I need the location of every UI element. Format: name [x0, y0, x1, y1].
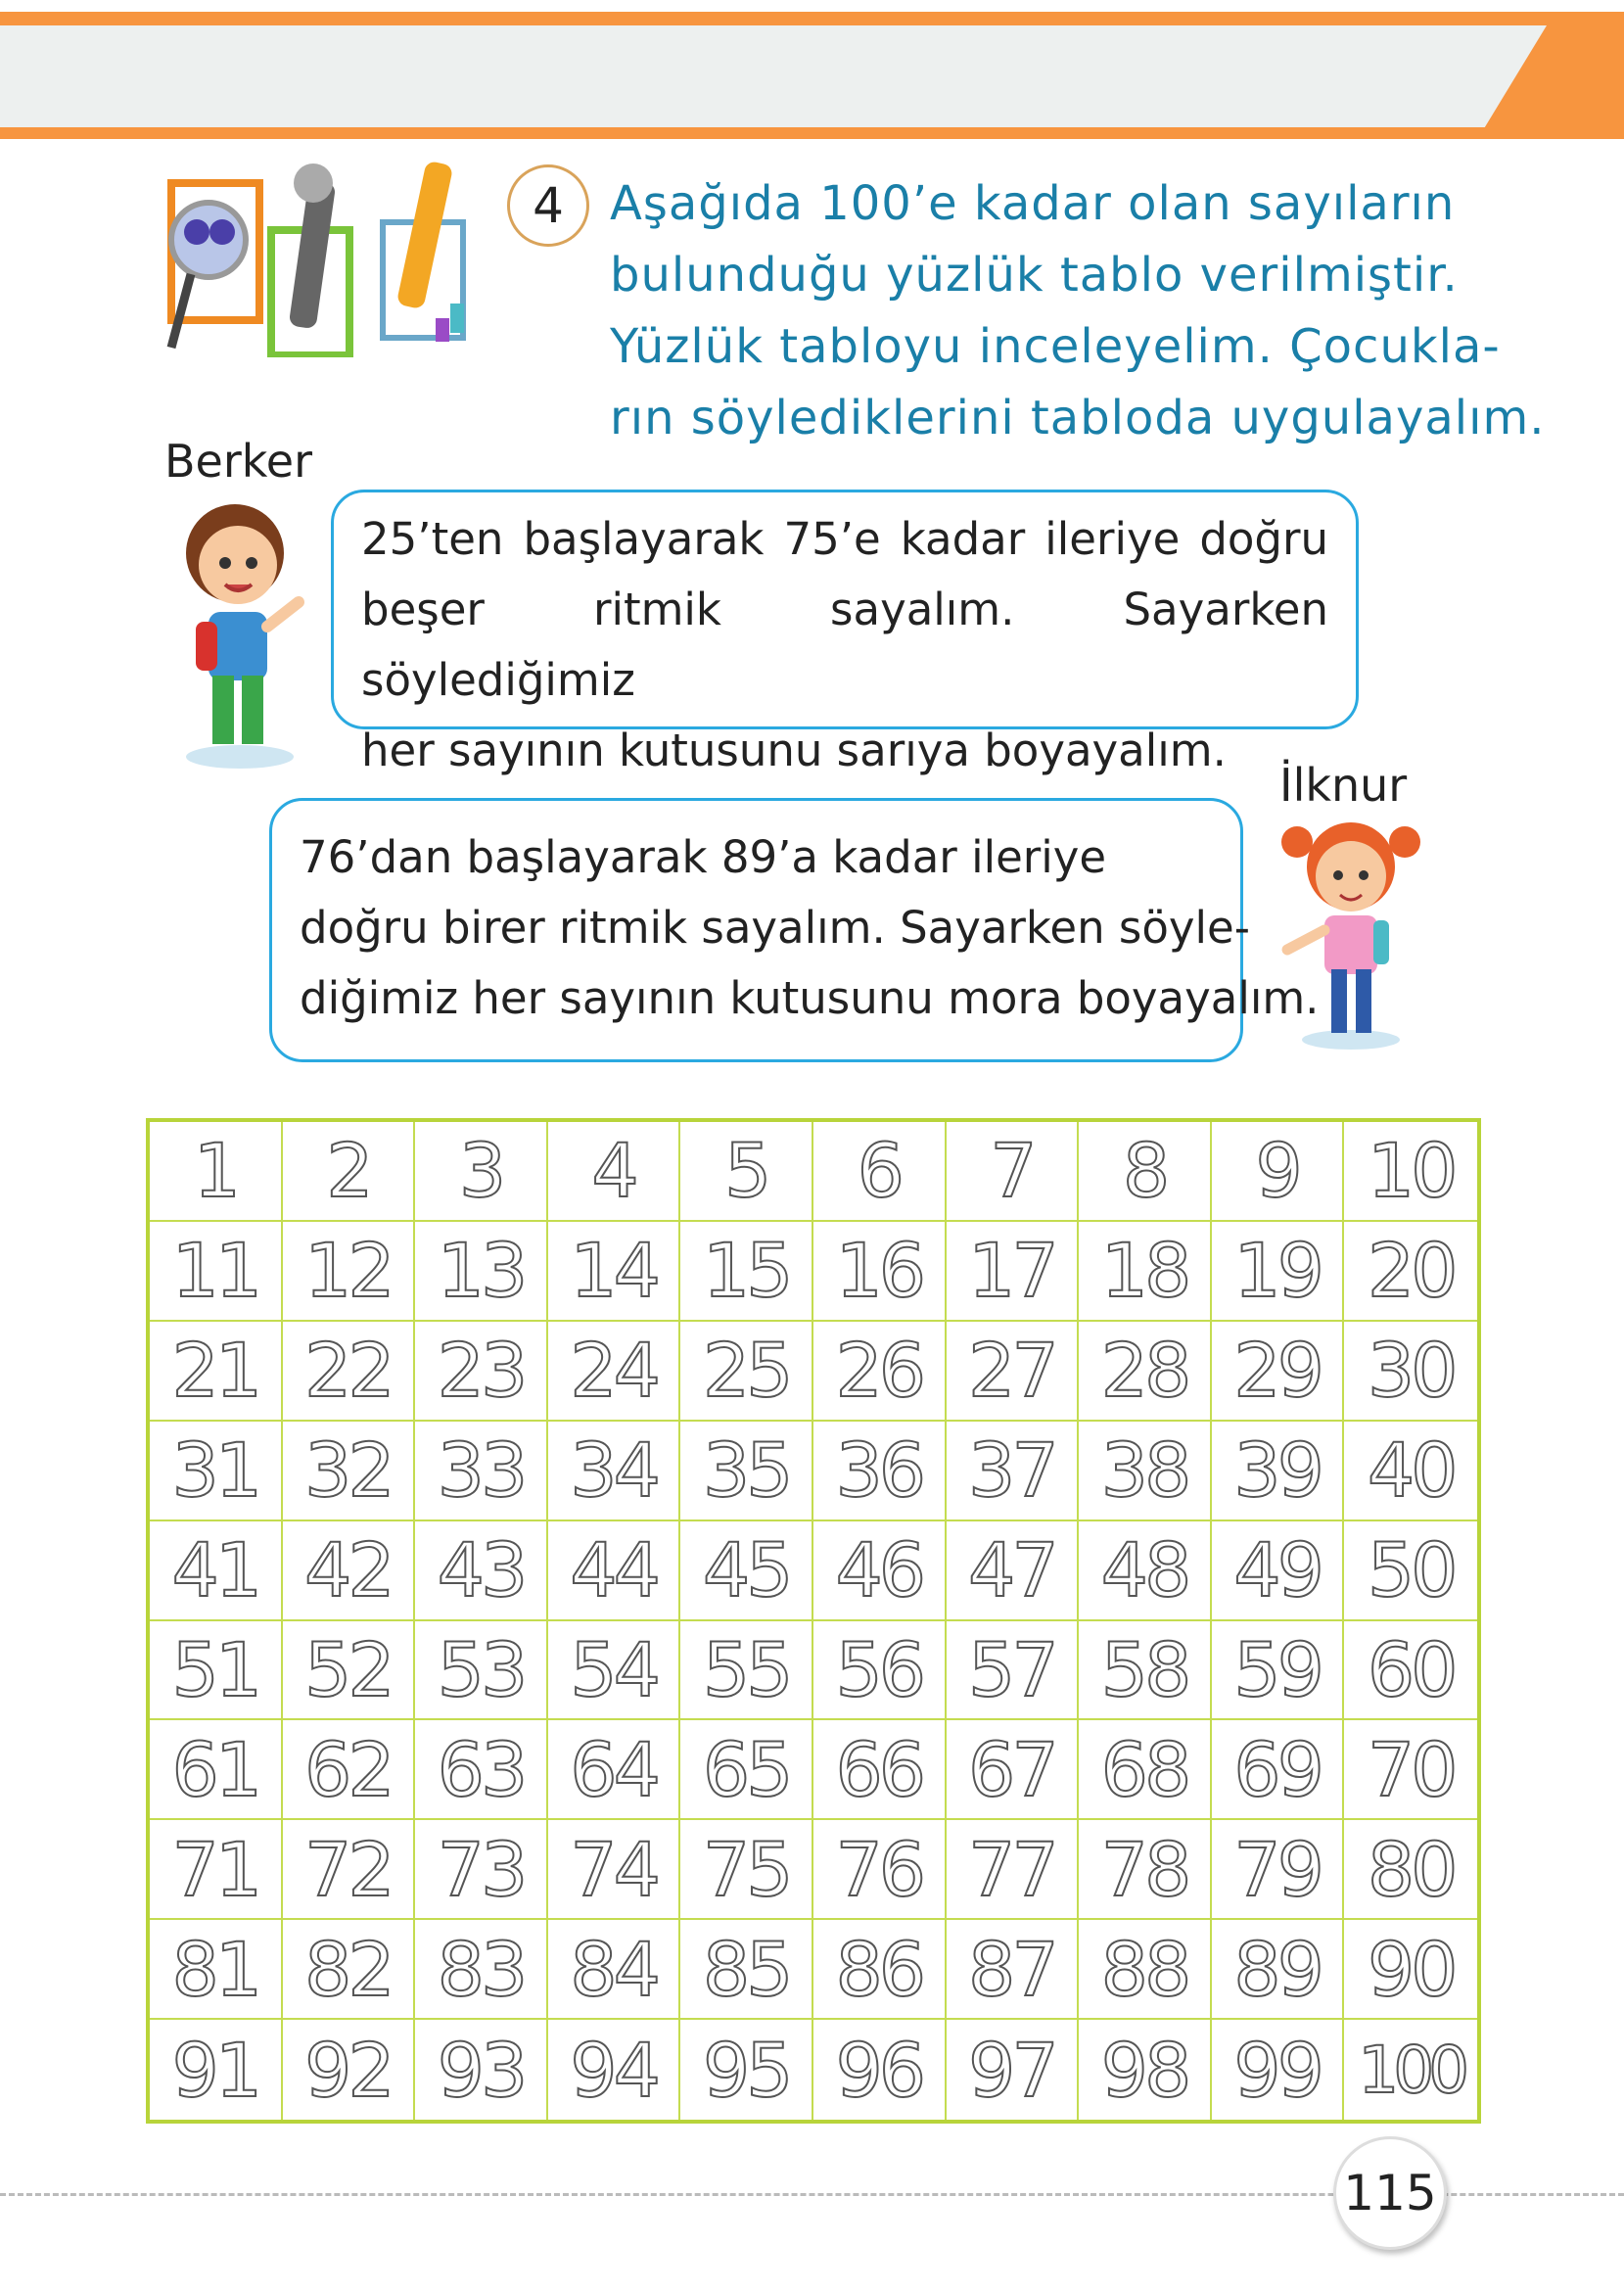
number-cell[interactable]: 79	[1212, 1820, 1345, 1920]
number-cell[interactable]: 35	[680, 1422, 813, 1521]
number-cell[interactable]: 47	[947, 1521, 1080, 1621]
number-cell[interactable]: 16	[813, 1222, 947, 1322]
number-cell[interactable]: 70	[1344, 1720, 1477, 1820]
number-cell[interactable]: 14	[548, 1222, 681, 1322]
number-cell[interactable]: 81	[150, 1920, 283, 2020]
number-cell[interactable]: 39	[1212, 1422, 1345, 1521]
number-cell[interactable]: 69	[1212, 1720, 1345, 1820]
question-number: 4	[507, 164, 589, 247]
number-cell[interactable]: 49	[1212, 1521, 1345, 1621]
berker-speech-bubble	[331, 490, 1359, 776]
number-cell[interactable]: 34	[548, 1422, 681, 1521]
number-cell[interactable]: 20	[1344, 1222, 1477, 1322]
number-cell[interactable]: 53	[415, 1621, 548, 1721]
number-cell[interactable]: 95	[680, 2020, 813, 2120]
number-cell[interactable]: 29	[1212, 1322, 1345, 1422]
number-cell[interactable]: 64	[548, 1720, 681, 1820]
number-cell[interactable]: 24	[548, 1322, 681, 1422]
ilknur-character-illustration	[1277, 813, 1424, 1052]
number-cell[interactable]: 18	[1079, 1222, 1212, 1322]
number-cell[interactable]: 38	[1079, 1422, 1212, 1521]
number-cell[interactable]: 78	[1079, 1820, 1212, 1920]
number-cell[interactable]: 68	[1079, 1720, 1212, 1820]
number-cell[interactable]: 25	[680, 1322, 813, 1422]
ilknur-name-label: İlknur	[1279, 759, 1408, 812]
bubble-line: beşer ritmik sayalım. Sayarken söylediğimiz	[361, 584, 1328, 706]
number-cell[interactable]: 3	[415, 1122, 548, 1222]
number-cell[interactable]: 89	[1212, 1920, 1345, 2020]
page-number: 115	[1333, 2136, 1447, 2250]
number-cell[interactable]: 96	[813, 2020, 947, 2120]
question-instructions	[610, 168, 1599, 454]
number-cell[interactable]: 75	[680, 1820, 813, 1920]
number-cell[interactable]: 17	[947, 1222, 1080, 1322]
number-cell[interactable]: 94	[548, 2020, 681, 2120]
number-cell[interactable]: 45	[680, 1521, 813, 1621]
bubble-line: 25’ten başlayarak 75’e kadar ileriye doğru	[361, 513, 1328, 565]
number-cell[interactable]: 23	[415, 1322, 548, 1422]
number-cell[interactable]: 54	[548, 1621, 681, 1721]
number-cell[interactable]: 27	[947, 1322, 1080, 1422]
instruction-line: Yüzlük tabloyu inceleyelim. Çocukla-	[610, 319, 1501, 374]
number-cell[interactable]: 90	[1344, 1920, 1477, 2020]
number-cell[interactable]: 74	[548, 1820, 681, 1920]
number-cell[interactable]: 82	[283, 1920, 416, 2020]
number-cell[interactable]: 80	[1344, 1820, 1477, 1920]
number-cell[interactable]: 21	[150, 1322, 283, 1422]
number-cell[interactable]: 66	[813, 1720, 947, 1820]
number-cell[interactable]: 37	[947, 1422, 1080, 1521]
number-cell[interactable]: 72	[283, 1820, 416, 1920]
bubble-line: her sayının kutusunu sarıya boyayalım.	[361, 725, 1227, 776]
number-cell[interactable]: 76	[813, 1820, 947, 1920]
number-cell[interactable]: 98	[1079, 2020, 1212, 2120]
number-cell[interactable]: 40	[1344, 1422, 1477, 1521]
number-cell[interactable]: 92	[283, 2020, 416, 2120]
number-cell[interactable]: 52	[283, 1621, 416, 1721]
number-cell[interactable]: 36	[813, 1422, 947, 1521]
number-cell[interactable]: 58	[1079, 1621, 1212, 1721]
number-cell[interactable]: 32	[283, 1422, 416, 1521]
instruction-line: rın söylediklerini tabloda uygulayalım.	[610, 391, 1546, 445]
ilknur-speech-bubble	[269, 798, 1320, 1062]
number-cell[interactable]: 28	[1079, 1322, 1212, 1422]
number-cell[interactable]: 30	[1344, 1322, 1477, 1422]
number-cell[interactable]: 31	[150, 1422, 283, 1521]
number-cell[interactable]: 61	[150, 1720, 283, 1820]
number-cell[interactable]: 12	[283, 1222, 416, 1322]
number-cell[interactable]: 59	[1212, 1621, 1345, 1721]
hundreds-chart	[146, 1118, 1481, 2124]
number-cell[interactable]: 71	[150, 1820, 283, 1920]
number-cell[interactable]: 57	[947, 1621, 1080, 1721]
number-cell[interactable]: 2	[283, 1122, 416, 1222]
number-cell[interactable]: 42	[283, 1521, 416, 1621]
number-cell[interactable]: 7	[947, 1122, 1080, 1222]
number-cell[interactable]: 33	[415, 1422, 548, 1521]
number-cell[interactable]: 87	[947, 1920, 1080, 2020]
number-cell[interactable]: 97	[947, 2020, 1080, 2120]
bubble-line: doğru birer ritmik sayalım. Sayarken söyle-	[300, 902, 1250, 954]
number-cell[interactable]: 5	[680, 1122, 813, 1222]
number-cell[interactable]: 1	[150, 1122, 283, 1222]
number-cell[interactable]: 85	[680, 1920, 813, 2020]
number-cell[interactable]: 26	[813, 1322, 947, 1422]
number-cell[interactable]: 15	[680, 1222, 813, 1322]
number-cell[interactable]: 55	[680, 1621, 813, 1721]
number-cell[interactable]: 41	[150, 1521, 283, 1621]
number-cell[interactable]: 9	[1212, 1122, 1345, 1222]
berker-character-illustration	[171, 494, 313, 773]
bubble-line: 76’dan başlayarak 89’a kadar ileriye	[300, 831, 1107, 883]
number-cell[interactable]: 60	[1344, 1621, 1477, 1721]
number-cell[interactable]: 46	[813, 1521, 947, 1621]
number-cell[interactable]: 91	[150, 2020, 283, 2120]
number-cell[interactable]: 51	[150, 1621, 283, 1721]
number-cell[interactable]: 56	[813, 1621, 947, 1721]
number-cell[interactable]: 77	[947, 1820, 1080, 1920]
instruction-line: bulunduğu yüzlük tablo verilmiştir.	[610, 248, 1459, 303]
number-cell[interactable]: 100	[1358, 2032, 1464, 2108]
number-cell[interactable]: 93	[415, 2020, 548, 2120]
number-cell[interactable]: 4	[548, 1122, 681, 1222]
number-cell[interactable]: 88	[1079, 1920, 1212, 2020]
number-cell[interactable]: 44	[548, 1521, 681, 1621]
number-cell[interactable]: 8	[1079, 1122, 1212, 1222]
bubble-line: diğimiz her sayının kutusunu mora boyayalım.	[300, 972, 1320, 1024]
number-cell[interactable]: 10	[1344, 1122, 1477, 1222]
number-cell[interactable]: 50	[1344, 1521, 1477, 1621]
number-cell[interactable]: 67	[947, 1720, 1080, 1820]
number-cell[interactable]: 63	[415, 1720, 548, 1820]
number-cell[interactable]: 43	[415, 1521, 548, 1621]
number-cell[interactable]: 48	[1079, 1521, 1212, 1621]
header-banner	[0, 12, 1624, 139]
number-cell[interactable]: 83	[415, 1920, 548, 2020]
number-cell[interactable]: 6	[813, 1122, 947, 1222]
number-cell[interactable]: 65	[680, 1720, 813, 1820]
berker-name-label: Berker	[164, 435, 312, 488]
number-cell[interactable]: 22	[283, 1322, 416, 1422]
number-cell[interactable]: 73	[415, 1820, 548, 1920]
number-cell[interactable]: 19	[1212, 1222, 1345, 1322]
stationery-characters-illustration	[162, 162, 485, 357]
number-cell[interactable]: 99	[1212, 2020, 1345, 2120]
number-cell[interactable]: 11	[150, 1222, 283, 1322]
number-cell[interactable]: 13	[415, 1222, 548, 1322]
instruction-line: Aşağıda 100’e kadar olan sayıların	[610, 176, 1456, 231]
number-cell[interactable]: 84	[548, 1920, 681, 2020]
header-panel	[0, 25, 1547, 127]
number-cell[interactable]: 86	[813, 1920, 947, 2020]
number-cell[interactable]: 62	[283, 1720, 416, 1820]
